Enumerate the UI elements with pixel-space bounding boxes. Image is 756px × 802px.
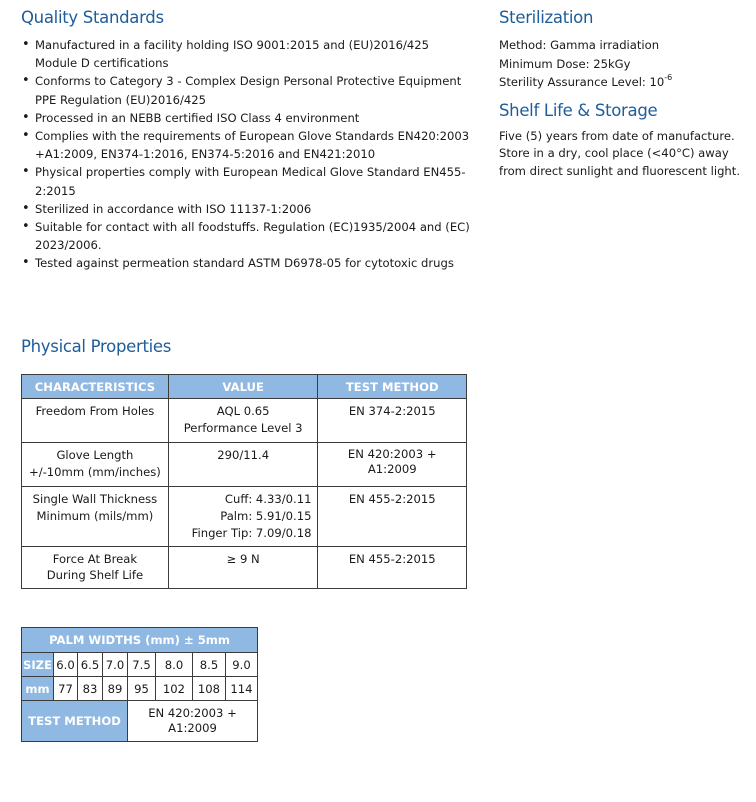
- cell-value: [168, 443, 318, 487]
- size-cell: 8.0: [156, 653, 193, 677]
- mm-cell: 77: [54, 677, 78, 701]
- header-characteristics: CHARACTERISTICS: [22, 375, 169, 399]
- table-header-row: [22, 375, 467, 399]
- palm-size-row: [22, 653, 258, 677]
- palm-widths-title: PALM WIDTHS (mm) ± 5mm: [22, 628, 258, 653]
- cell-value: [168, 487, 318, 547]
- palm-test-method-row: [22, 701, 258, 742]
- mm-cell: 114: [226, 677, 258, 701]
- mm-label: mm: [22, 677, 54, 701]
- cell-line: A1:2009: [168, 721, 217, 735]
- cell-line: Finger Tip: 7.09/0.18: [191, 526, 312, 540]
- shelf-life-text: Five (5) years from date of manufacture. Store in a dry, cool place (<40°C) away from direct sunlight and fluorescent light.: [499, 128, 741, 178]
- cell-test-method: [318, 443, 467, 487]
- size-cell: 7.0: [103, 653, 128, 677]
- cell-test-method: [318, 487, 467, 547]
- physical-properties-title: Physical Properties: [21, 337, 172, 356]
- test-method-label: TEST METHOD: [22, 701, 128, 742]
- size-cell: 7.5: [128, 653, 156, 677]
- cell-line: AQL 0.65: [216, 404, 270, 418]
- list-item: • Manufactured in a facility holding ISO 9001:2015 and (EU)2016/425 Module D certifications: [21, 36, 471, 72]
- size-cell: 8.5: [193, 653, 226, 677]
- list-item: • Complies with the requirements of European Glove Standards EN420:2003 +A1:2009, EN374-1:2016, EN374-5:2016 and EN421:2010: [21, 127, 471, 163]
- list-item: • Suitable for contact with all foodstuffs. Regulation (EC)1935/2004 and (EC) 2023/2006.: [21, 218, 471, 254]
- cell-line: EN 455-2:2015: [348, 492, 436, 506]
- sal-text: Sterility Assurance Level: 10: [499, 75, 665, 89]
- sal-exponent: -6: [664, 73, 673, 82]
- cell-line: Palm: 5.91/0.15: [220, 509, 312, 523]
- cell-line: Performance Level 3: [183, 421, 303, 435]
- shelf-life-title: Shelf Life & Storage: [499, 100, 658, 120]
- table-row: [22, 487, 467, 547]
- size-cell: 6.5: [78, 653, 103, 677]
- cell-value: [168, 399, 318, 443]
- cell-line: During Shelf Life: [46, 568, 144, 582]
- mm-cell: 83: [78, 677, 103, 701]
- cell-line: 290/11.4: [217, 448, 270, 462]
- quality-standards-title: Quality Standards: [21, 8, 164, 27]
- size-cell: 9.0: [226, 653, 258, 677]
- list-item: • Sterilized in accordance with ISO 11137-1:2006: [21, 200, 471, 218]
- list-item: • Physical properties comply with European Medical Glove Standard EN455-2:2015: [21, 163, 471, 199]
- cell-line: EN 455-2:2015: [348, 552, 436, 566]
- cell-line: Freedom From Holes: [35, 404, 155, 418]
- cell-line: EN 420:2003 +: [148, 706, 237, 720]
- sterilization-method: Method: Gamma irradiation: [499, 38, 660, 52]
- list-item: • Processed in an NEBB certified ISO Class 4 environment: [21, 109, 471, 127]
- header-test-method: TEST METHOD: [318, 375, 467, 399]
- cell-line: EN 420:2003 +: [347, 447, 437, 461]
- palm-widths-table: [21, 627, 258, 742]
- mm-cell: 108: [193, 677, 226, 701]
- cell-characteristic: [22, 399, 169, 443]
- physical-properties-table: [21, 374, 467, 589]
- palm-header-row: [22, 628, 258, 653]
- quality-standards-list: [21, 36, 471, 273]
- cell-line: Cuff: 4.33/0.11: [224, 492, 312, 506]
- sterilization-title: Sterilization: [499, 8, 594, 27]
- sterility-assurance-level: [499, 73, 749, 92]
- table-row: [22, 399, 467, 443]
- list-item: • Conforms to Category 3 - Complex Design Personal Protective Equipment PPE Regulation (EU)2016/425: [21, 72, 471, 108]
- sterilization-dose: Minimum Dose: 25kGy: [499, 56, 631, 71]
- mm-cell: 95: [128, 677, 156, 701]
- cell-test-method: [318, 399, 467, 443]
- sterilization-section: [499, 8, 749, 180]
- table-row: [22, 547, 467, 589]
- cell-characteristic: [22, 443, 169, 487]
- list-item: • Tested against permeation standard ASTM D6978-05 for cytotoxic drugs: [21, 254, 471, 272]
- test-method-value: [128, 701, 258, 742]
- header-value: VALUE: [168, 375, 318, 399]
- cell-value: [168, 547, 318, 589]
- cell-test-method: [318, 547, 467, 589]
- mm-cell: 89: [103, 677, 128, 701]
- cell-line: Single Wall Thickness: [32, 492, 158, 506]
- size-label: SIZE: [22, 653, 54, 677]
- mm-cell: 102: [156, 677, 193, 701]
- cell-line: Glove Length: [56, 448, 134, 462]
- cell-characteristic: [22, 487, 169, 547]
- cell-line: A1:2009: [367, 462, 417, 476]
- table-row: [22, 443, 467, 487]
- cell-line: +/-10mm (mm/inches): [29, 465, 161, 479]
- quality-standards-section: [21, 8, 471, 273]
- cell-line: EN 374-2:2015: [348, 404, 436, 418]
- palm-mm-row: [22, 677, 258, 701]
- cell-characteristic: [22, 547, 169, 589]
- cell-line: Force At Break: [52, 552, 138, 566]
- cell-line: Minimum (mils/mm): [36, 509, 154, 523]
- cell-line: ≥ 9 N: [226, 552, 260, 566]
- size-cell: 6.0: [54, 653, 78, 677]
